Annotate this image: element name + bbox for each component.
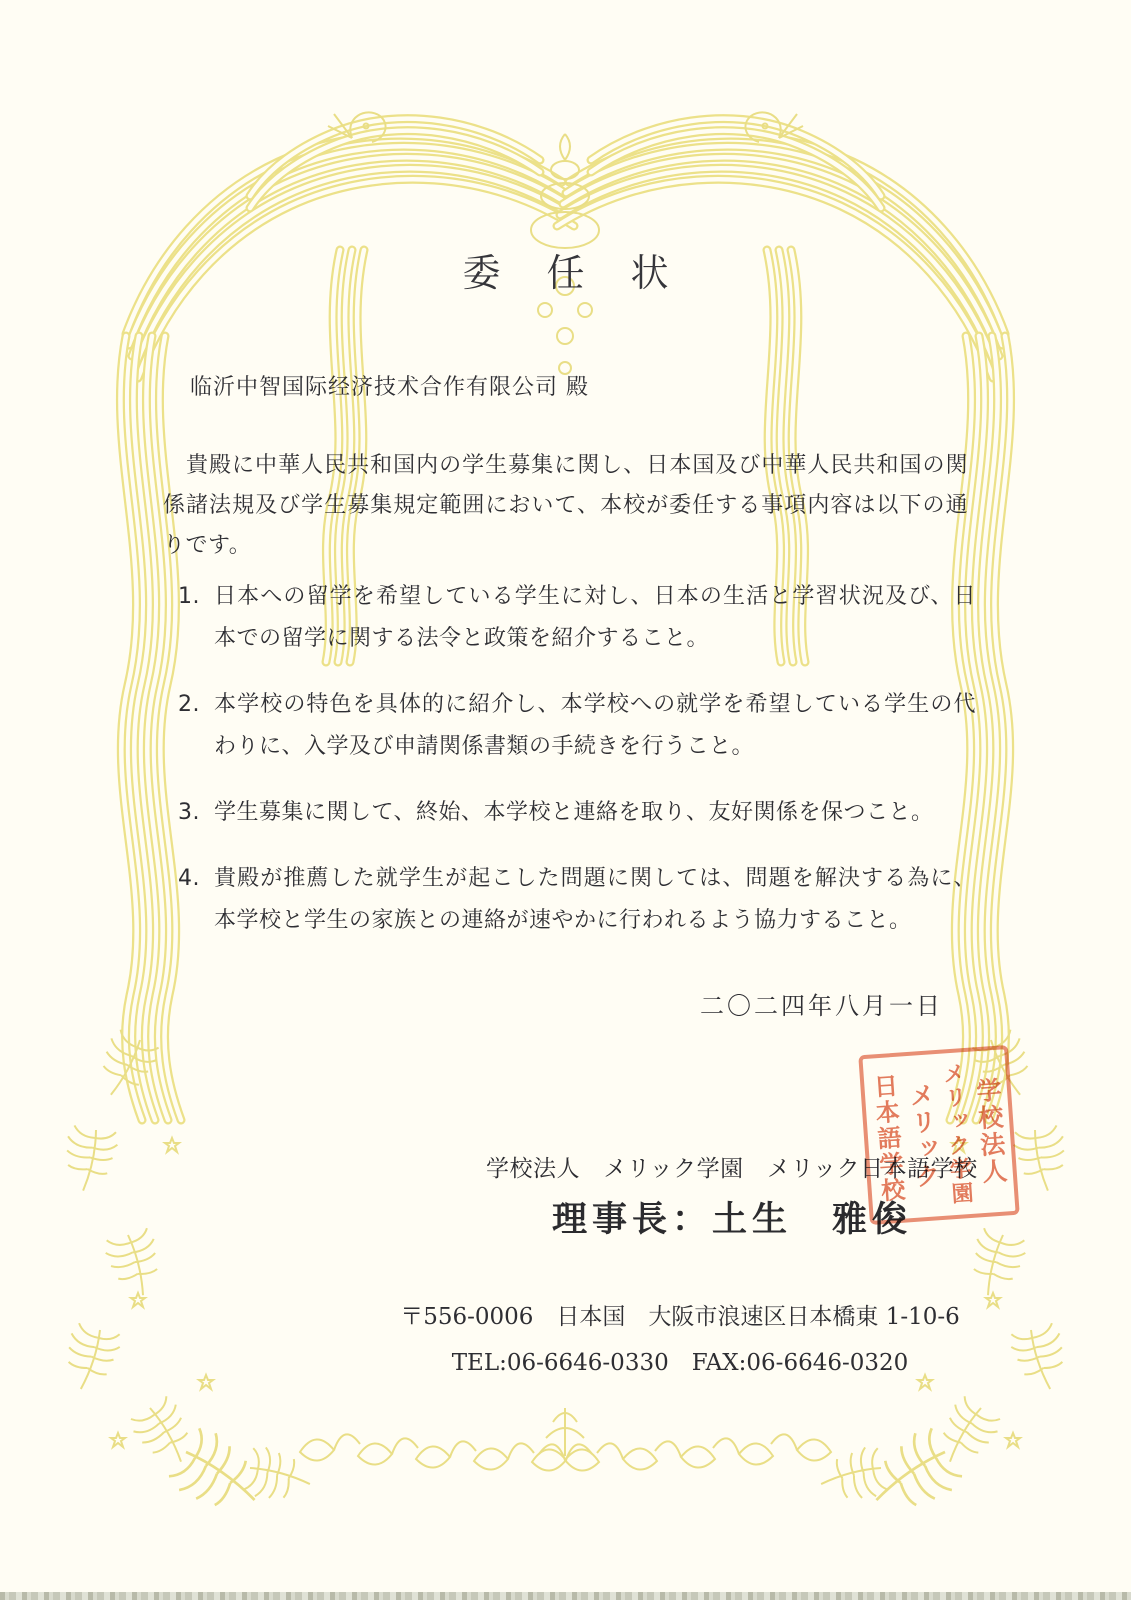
list-item: [178, 792, 976, 834]
tel-fax-line: TEL:06-6646-0330 FAX:06-6646-0320: [451, 1350, 909, 1376]
item-text: 学生募集に関して、終始、本学校と連絡を取り、友好関係を保つこと。: [214, 800, 934, 825]
list-item: [178, 684, 976, 768]
item-number: 1.: [178, 584, 200, 609]
item-text: 貴殿が推薦した就学生が起こした問題に関しては、問題を解決する為に、本学校と学生の家族との連絡が速やかに行われるよう協力すること。: [214, 866, 976, 933]
list-item: [178, 858, 976, 942]
item-number: 3.: [178, 800, 200, 825]
seal-column: 日本語学校: [868, 1072, 906, 1205]
school-address-block: [250, 1294, 1110, 1386]
list-item: [178, 576, 976, 660]
item-number: 4.: [178, 866, 200, 891]
seal-column: メリック学園: [938, 1061, 974, 1207]
item-text: 日本への留学を希望している学生に対し、日本の生活と学習状況及び、日本での留学に関する法令と政策を紹介すること。: [214, 584, 976, 651]
scanner-edge-artifact: [0, 1592, 1131, 1600]
addressee-line: 临沂中智国际经济技术合作有限公司 殿: [190, 375, 589, 400]
school-name-line: 学校法人 メリック学園 メリック日本語学校: [486, 1156, 978, 1182]
seal-text: [865, 1051, 1014, 1218]
item-number: 2.: [178, 692, 200, 717]
document-title: 委任状: [462, 251, 715, 295]
chairman-signature-line: 理事長：土生 雅俊: [552, 1199, 913, 1240]
school-seal-stamp: [858, 1045, 1019, 1225]
seal-column: 学校法人: [972, 1076, 1009, 1187]
postal-address-line: 〒556-0006 日本国 大阪市浪速区日本橋東 1-10-6: [400, 1304, 960, 1330]
item-text: 本学校の特色を具体的に紹介し、本学校への就学を希望している学生の代わりに、入学及び申請関係書類の手続きを行うこと。: [214, 692, 976, 759]
issue-date: 二〇二四年八月一日: [700, 992, 943, 1020]
delegated-items-list: [178, 576, 976, 942]
intro-paragraph: 貴殿に中華人民共和国内の学生募集に関し、日本国及び中華人民共和国の関係諸法規及び学生募集規定範囲において、本校が委任する事項内容は以下の通りです。: [163, 453, 968, 558]
seal-column: メリック: [905, 1081, 942, 1191]
